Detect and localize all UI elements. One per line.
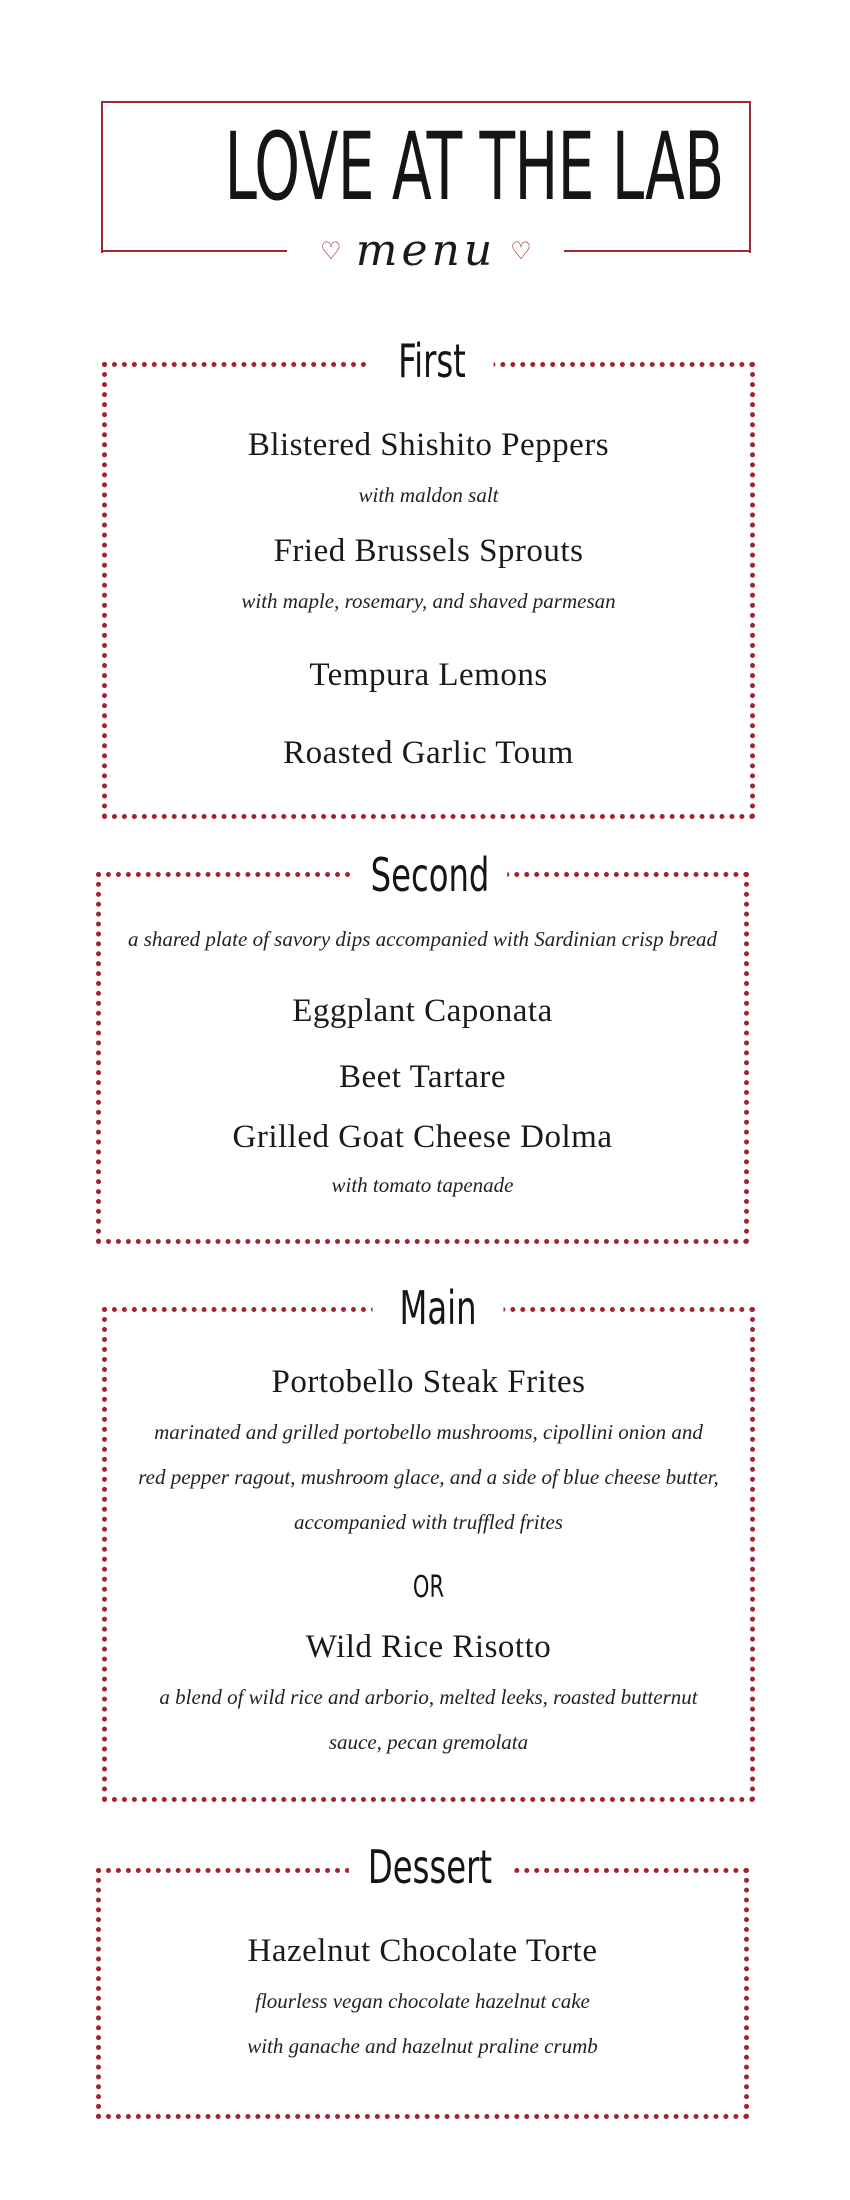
- dish-name: Hazelnut Chocolate Torte: [247, 1933, 598, 1969]
- menu-subtitle: [288, 221, 564, 281]
- dish-description: red pepper ragout, mushroom glace, and a side of blue cheese butter,: [138, 1465, 719, 1489]
- dish-name: Wild Rice Risotto: [305, 1629, 552, 1665]
- dish-name: Grilled Goat Cheese Dolma: [232, 1119, 613, 1155]
- dish-name: Blistered Shishito Peppers: [247, 427, 610, 463]
- section-title-first: First: [370, 333, 493, 389]
- header-rule-right: [564, 250, 751, 252]
- section-dessert: [96, 1840, 749, 2119]
- section-intro: a shared plate of savory dips accompanied with Sardinian crisp bread: [127, 927, 718, 951]
- dish-description: sauce, pecan gremolata: [328, 1730, 529, 1754]
- dish-name: Tempura Lemons: [309, 657, 548, 693]
- dish-description: with maldon salt: [358, 483, 499, 507]
- section-title-second: Second: [353, 847, 507, 903]
- dish-name: Portobello Steak Frites: [271, 1364, 586, 1400]
- or-separator: OR: [412, 1570, 445, 1605]
- dish-name: Fried Brussels Sprouts: [273, 533, 584, 569]
- section-title-dessert: Dessert: [349, 1839, 511, 1895]
- dish-description: with tomato tapenade: [331, 1173, 514, 1197]
- menu-subtitle-text: menu: [355, 225, 497, 276]
- section-main: [102, 1281, 755, 1802]
- heart-icon: ♡: [320, 237, 342, 265]
- dish-description: flourless vegan chocolate hazelnut cake: [255, 1989, 590, 2013]
- dish-name: Roasted Garlic Toum: [283, 735, 574, 771]
- dish-name: Eggplant Caponata: [292, 993, 553, 1029]
- section-title-main: Main: [372, 1280, 503, 1336]
- heart-icon: ♡: [510, 237, 532, 265]
- page-title: LOVE AT THE LAB: [224, 113, 724, 222]
- dish-description: marinated and grilled portobello mushrooms, cipollini onion and: [154, 1420, 703, 1444]
- dish-description: a blend of wild rice and arborio, melted leeks, roasted butternut: [159, 1685, 698, 1709]
- section-second: [96, 848, 749, 1244]
- header-rule-left: [101, 250, 287, 252]
- dish-name: Beet Tartare: [338, 1059, 507, 1095]
- dish-description: with ganache and hazelnut praline crumb: [247, 2034, 598, 2058]
- section-first: [102, 334, 755, 819]
- dish-description: accompanied with truffled frites: [294, 1510, 563, 1534]
- dish-description: with maple, rosemary, and shaved parmesan: [241, 589, 616, 613]
